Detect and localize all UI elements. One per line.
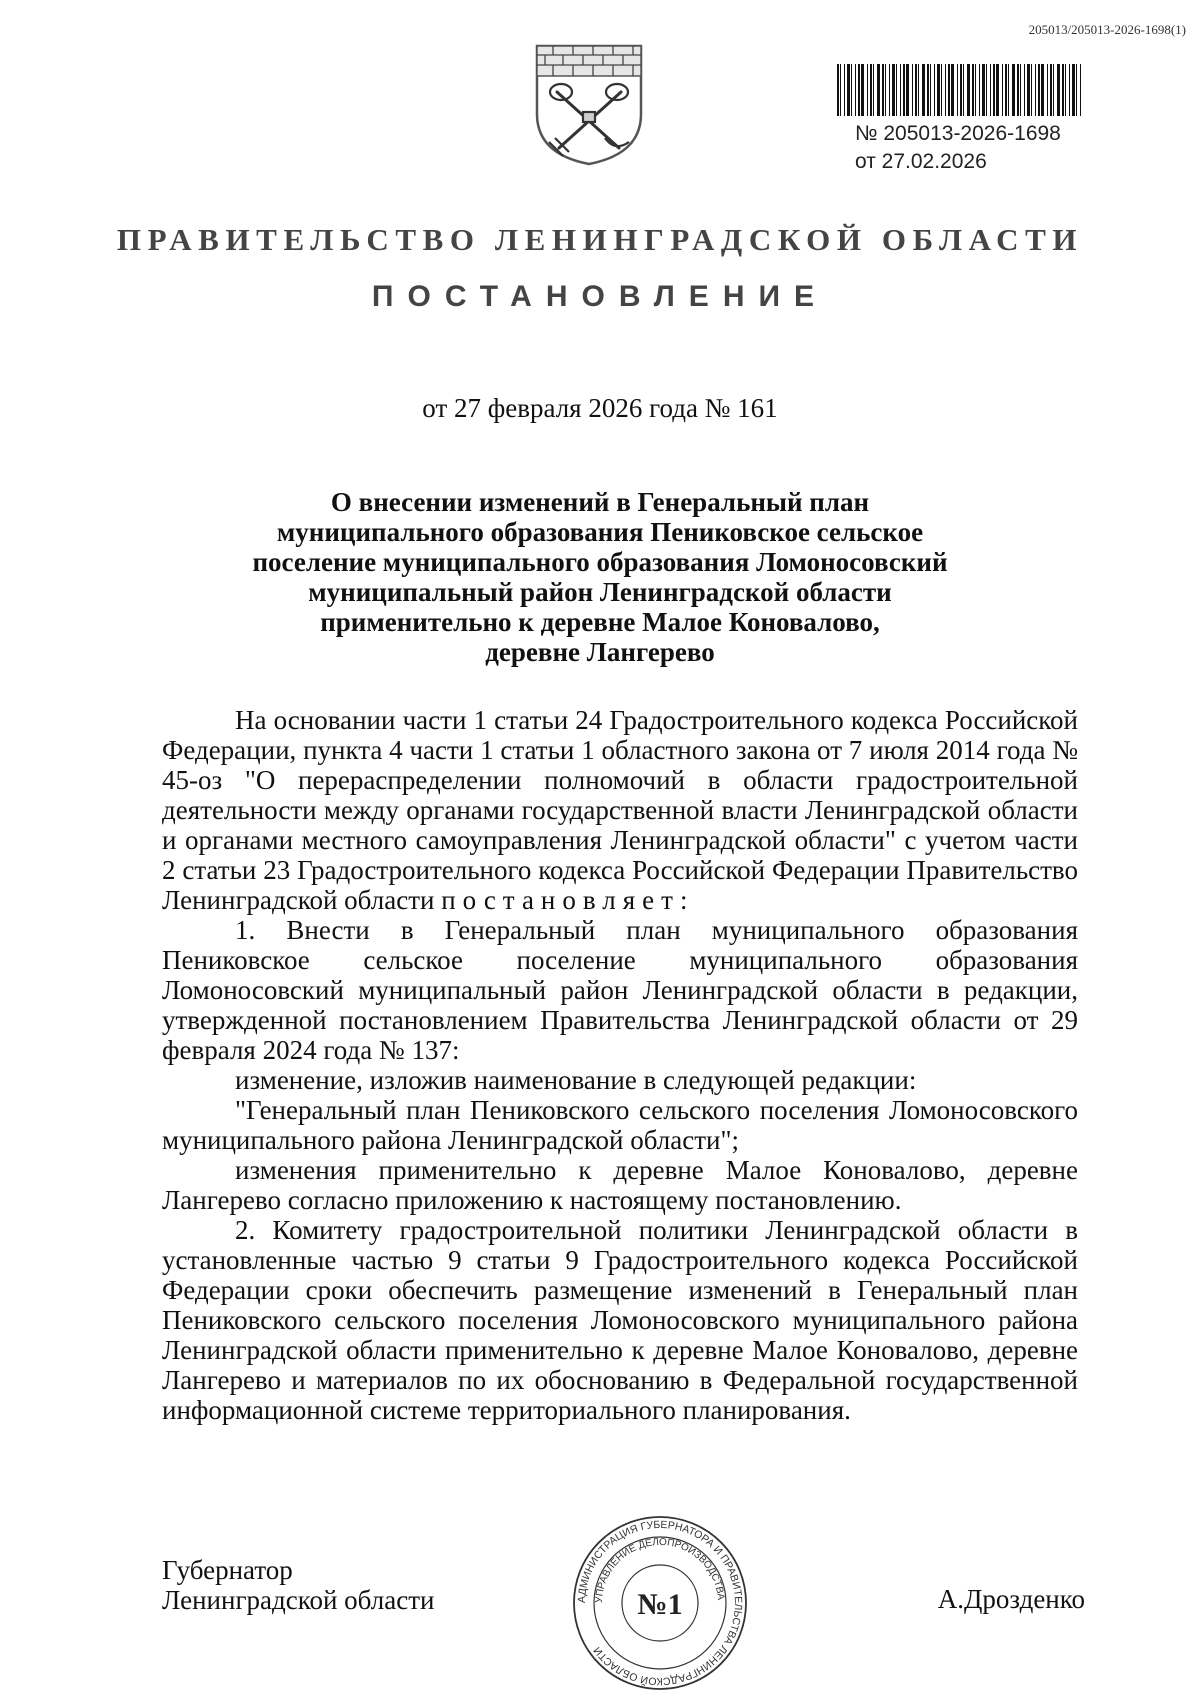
subject-line: муниципального образования Пениковское сельское: [276, 517, 924, 547]
subject-line: применительно к деревне Малое Коновалово,: [320, 607, 880, 637]
barcode-bar: [1072, 64, 1075, 116]
clause-1-item-b: "Генеральный план Пениковского сельского поселения Ломоносовского муниципального района Ленинградской области";: [162, 1095, 1078, 1155]
barcode-bar: [1041, 64, 1044, 116]
barcode-bar: [861, 64, 864, 116]
barcode-bar: [922, 64, 925, 116]
barcode-bar: [945, 64, 946, 116]
barcode-bar: [1057, 64, 1060, 116]
stamp-number: №1: [637, 1588, 683, 1621]
barcode-bar: [873, 64, 874, 116]
barcode-bar: [986, 64, 987, 116]
barcode-bar: [1031, 64, 1032, 116]
subject-line: муниципальный район Ленинградской области: [308, 577, 892, 607]
barcode-bar: [927, 64, 929, 116]
decree-date-number: от 27 февраля 2026 года № 161: [422, 393, 778, 423]
barcode-bar: [1017, 64, 1019, 116]
barcode-bar: [900, 64, 901, 116]
barcode-bar: [957, 64, 958, 116]
official-stamp: [568, 1514, 752, 1692]
barcode-bar: [1008, 64, 1009, 116]
barcode-bar: [930, 64, 931, 116]
barcode-bar: [963, 64, 964, 116]
decree-heading: ПОСТАНОВЛЕНИЕ: [371, 280, 829, 313]
barcode-bar: [967, 64, 970, 116]
barcode-bar: [1038, 64, 1040, 116]
barcode-bar: [979, 64, 980, 116]
barcode-bar: [941, 64, 942, 116]
barcode-bar: [960, 64, 962, 116]
barcode-bar: [1076, 64, 1077, 116]
government-title: ПРАВИТЕЛЬСТВО ЛЕНИНГРАДСКОЙ ОБЛАСТИ: [116, 222, 1084, 257]
barcode-bar: [870, 64, 872, 116]
barcode: [835, 64, 1085, 116]
barcode-bar: [840, 64, 841, 116]
stamp-outer-text: АДМИНИСТРАЦИЯ ГУБЕРНАТОРА И ПРАВИТЕЛЬСТВА ЛЕНИНГРАДСКОЙ ОБЛАСТИ: [575, 1518, 745, 1688]
subject-line: деревне Лангерево: [485, 637, 715, 667]
barcode-bar: [906, 64, 909, 116]
barcode-bar: [1002, 64, 1003, 116]
barcode-bar: [837, 64, 839, 116]
barcode-bar: [982, 64, 985, 116]
barcode-bar: [1020, 64, 1021, 116]
barcode-bar: [993, 64, 995, 116]
decree-subject: [240, 487, 960, 667]
signatory-title: Губернатор: [162, 1555, 293, 1585]
barcode-bar: [1012, 64, 1015, 116]
barcode-bar: [1005, 64, 1007, 116]
barcode-bar: [882, 64, 884, 116]
barcode-bar: [975, 64, 976, 116]
barcode-bar: [1047, 64, 1048, 116]
barcode-bar: [1053, 64, 1054, 116]
document-reference: 205013/205013-2026-1698(1): [1028, 22, 1186, 37]
barcode-bar: [1069, 64, 1070, 116]
barcode-bar: [951, 64, 954, 116]
subject-line: О внесении изменений в Генеральный план: [330, 487, 870, 517]
registration-date: от 27.02.2026: [855, 150, 987, 173]
barcode-bar: [990, 64, 991, 116]
barcode-bar: [1065, 64, 1066, 116]
barcode-bar: [1035, 64, 1036, 116]
barcode-bar: [972, 64, 974, 116]
barcode-bar: [1062, 64, 1064, 116]
barcode-bar: [918, 64, 919, 116]
clause-1: 1. Внести в Генеральный план муниципального образования Пениковское сельское поселение муниципального образования Ломоносовский муниципальный район Ленинградской области в редакции, утвержденной постановлением Правительства Ленинградской области от 29 февраля 2024 года № 137:: [162, 915, 1078, 1065]
barcode-bar: [1080, 64, 1081, 116]
barcode-bar: [1024, 64, 1025, 116]
signatory-name: А.Дрозденко: [937, 1584, 1085, 1614]
barcode-bar: [855, 64, 856, 116]
barcode-bar: [889, 64, 890, 116]
registration-number: № 205013-2026-1698: [855, 122, 1061, 145]
barcode-bar: [1050, 64, 1052, 116]
registration-block: [855, 120, 1061, 176]
clause-1-item-a: изменение, изложив наименование в следующей редакции:: [235, 1065, 917, 1095]
barcode-bar: [996, 64, 999, 116]
preamble-text: На основании части 1 статьи 24 Градостроительного кодекса Российской Федерации, пункта 4 части 1 статьи 1 областного закона от 7 июля 2014 года № 45-оз "О перераспределении полномочий в области градостроительной деятельности между органами государственной власти Ленинградской области и органами местного самоуправления Ленинградской области" с учетом части 2 статьи 23 Градостроительного кодекса Российской Федерации Правительство Ленинградской области: [162, 705, 1078, 915]
stamp-inner-text: УПРАВЛЕНИЕ ДЕЛОПРОИЗВОДСТВА: [593, 1536, 726, 1604]
decree-body: [162, 705, 1078, 1425]
barcode-bar: [885, 64, 886, 116]
barcode-bar: [867, 64, 868, 116]
barcode-bar: [851, 64, 852, 116]
decides-word: постановляет:: [441, 885, 695, 915]
clause-2: 2. Комитету градостроительной политики Ленинградской области в установленные частью 9 статьи 9 Градостроительного кодекса Российской Федерации сроки обеспечить размещение изменений в Генеральный план Пениковского сельского поселения Ломоносовского муниципального района Ленинградской области применительно к деревне Малое Коновалово, деревне Лангерево и материалов по их обоснованию в Федеральной государственной информационной системе территориального планирования.: [162, 1215, 1078, 1425]
barcode-bar: [877, 64, 880, 116]
clause-1-item-c: изменения применительно к деревне Малое Коновалово, деревне Лангерево согласно приложению к настоящему постановлению.: [162, 1155, 1078, 1215]
barcode-bar: [892, 64, 895, 116]
barcode-bar: [912, 64, 913, 116]
barcode-bar: [1027, 64, 1030, 116]
barcode-bar: [896, 64, 897, 116]
barcode-bar: [847, 64, 850, 116]
barcode-bar: [937, 64, 940, 116]
subject-line: поселение муниципального образования Ломоносовский: [252, 547, 948, 577]
barcode-bar: [934, 64, 935, 116]
barcode-bar: [844, 64, 845, 116]
barcode-bar: [903, 64, 905, 116]
barcode-bar: [858, 64, 860, 116]
preamble-paragraph: [162, 705, 1078, 915]
barcode-bar: [948, 64, 950, 116]
coat-of-arms-emblem: [533, 42, 645, 168]
barcode-bar: [915, 64, 917, 116]
signatory-region: Ленинградской области: [162, 1585, 435, 1615]
signatory-position: [162, 1555, 434, 1615]
